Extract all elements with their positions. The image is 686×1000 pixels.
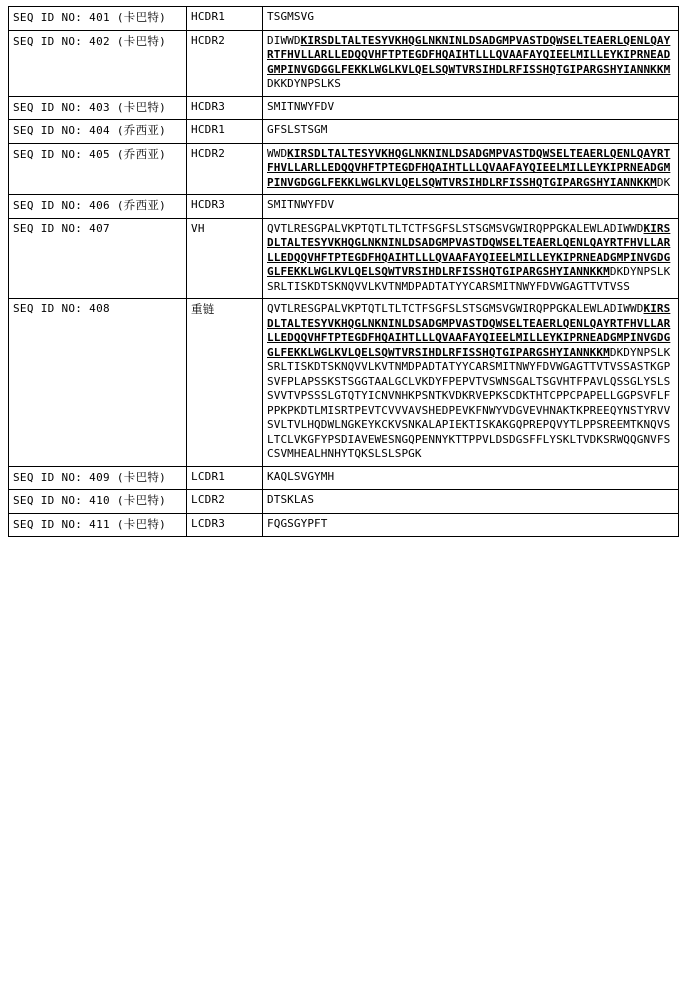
table-row bbox=[9, 143, 679, 195]
sequence-plain-prefix: SMITNWYFDV bbox=[267, 198, 335, 212]
sequence-plain-prefix: WWD bbox=[267, 146, 288, 160]
cjk-text: 卡巴特 bbox=[123, 469, 160, 484]
seq-id-cell: SEQ ID NO: 408 bbox=[9, 299, 187, 467]
table-row bbox=[9, 30, 679, 96]
seq-id-cell: SEQ ID NO: 407 bbox=[9, 218, 187, 299]
table-body bbox=[9, 7, 679, 537]
cjk-text: 卡巴特 bbox=[123, 516, 160, 531]
sequence-plain-prefix: SMITNWYFDV bbox=[267, 99, 335, 113]
sequence-plain-prefix: FQGSGYPFT bbox=[267, 516, 328, 530]
region-cell: HCDR1 bbox=[187, 7, 263, 31]
region-cell: HCDR2 bbox=[187, 143, 263, 195]
table-row bbox=[9, 120, 679, 144]
region-cell: HCDR3 bbox=[187, 195, 263, 219]
seq-id-cell: SEQ ID NO: 409 (卡巴特) bbox=[9, 466, 187, 490]
region-cell: HCDR2 bbox=[187, 30, 263, 96]
sequence-cell bbox=[263, 7, 679, 31]
sequence-plain-suffix: DKDYNPSLKSRLTISKDTSKNQVVLKVTNMDPADTATYYCARSMITNWYFDVWGAGTTVTVSSASTKGPSVFPLAPSSKSTSGGTAALGCLVKDYFPEPVTVSWNSGALTSGVHTFPAVLQSSGLYSLSSVVTVPSSSLGTQTYICNVNHKPSNTKVDKRVEPKSCDKTHTCPPCPAPELLGGPSVFLFPPKPKDTLMISRTPEVTCVVVAVSHEDPEVKFNWYVDGVEVHNAKTKPREEQYNSTYRVVSVLTVLHQDWLNGKEYKCKVSNKALAPIEKTISKAKGQPREPQVYTLPPSREEMTKNQVSLTCLVKGFYPSDIAVEWESNGQPENNYKTTPPVLDSDGSFFLYSKLTVDKSRWQQGNVFSCSVMHEALHNHYTQKSLSLSPGK bbox=[267, 345, 671, 461]
sequence-plain-suffix: DKKDYNPSLKS bbox=[267, 77, 341, 91]
table-row bbox=[9, 96, 679, 120]
cjk-text: 卡巴特 bbox=[123, 99, 160, 114]
seq-id-cell: SEQ ID NO: 405 (乔西亚) bbox=[9, 143, 187, 195]
sequence-highlight: KIRSDLTALTESYVKHQGLNKNINLDSADGMPVASTDQWSELTEAERLQENLQAYRTFHVLLARLLEDQQVHFTPTEGDFHQAIHTLLLQVAAFAYQIEELMILLEYKIPRNEADGMPINVGDGGLFEKKLWGLKVLQELSQWTVRSIHDLRFISSHQTGIPARGSHYIANNKKM bbox=[267, 146, 671, 189]
seq-id-cell: SEQ ID NO: 410 (卡巴特) bbox=[9, 490, 187, 514]
cjk-text: 乔西亚 bbox=[123, 198, 160, 213]
sequence-highlight: KIRSDLTALTESYVKHQGLNKNINLDSADGMPVASTDQWSELTEAERLQENLQAYRTFHVLLARLLEDQQVHFTPTEGDFHQAIHTLLLQVAAFAYQIEELMILLEYKIPRNEADGMPINVGDGGLFEKKLWGLKVLQELSQWTVRSIHDLRFISSHQTGIPARGSHYIANNKKM bbox=[267, 221, 671, 279]
sequence-cell bbox=[263, 299, 679, 467]
seq-id-cell: SEQ ID NO: 411 (卡巴特) bbox=[9, 513, 187, 537]
seq-id-cell: SEQ ID NO: 403 (卡巴特) bbox=[9, 96, 187, 120]
table-row bbox=[9, 490, 679, 514]
region-cell: HCDR3 bbox=[187, 96, 263, 120]
sequence-listing-table bbox=[8, 6, 679, 537]
sequence-plain-suffix: DKDYNPSLKSRLTISKDTSKNQVVLKVTNMDPADTATYYCARSMITNWYFDVWGAGTTVTVSS bbox=[267, 265, 671, 293]
sequence-plain-prefix: QVTLRESGPALVKPTQTLTLTCTFSGFSLSTSGMSVGWIRQPPGKALEWLADIWWD bbox=[267, 302, 644, 316]
seq-id-cell: SEQ ID NO: 401 (卡巴特) bbox=[9, 7, 187, 31]
table-row bbox=[9, 466, 679, 490]
sequence-cell bbox=[263, 120, 679, 144]
table-row bbox=[9, 7, 679, 31]
sequence-cell bbox=[263, 513, 679, 537]
sequence-cell bbox=[263, 30, 679, 96]
sequence-highlight: KIRSDLTALTESYVKHQGLNKNINLDSADGMPVASTDQWSELTEAERLQENLQAYRTFHVLLARLLEDQQVHFTPTEGDFHQAIHTLLLQVAAFAYQIEELMILLEYKIPRNEADGMPINVGDGGLFEKKLWGLKVLQELSQWTVRSIHDLRFISSHQTGIPARGSHYIANNKKM bbox=[267, 302, 671, 359]
sequence-cell bbox=[263, 195, 679, 219]
cjk-text: 重链 bbox=[191, 302, 215, 317]
cjk-text: 卡巴特 bbox=[123, 493, 160, 508]
sequence-cell bbox=[263, 218, 679, 299]
region-cell: LCDR1 bbox=[187, 466, 263, 490]
table-row bbox=[9, 299, 679, 467]
sequence-plain-prefix: DTSKLAS bbox=[267, 493, 315, 507]
cjk-text: 卡巴特 bbox=[123, 10, 160, 24]
sequence-plain-suffix: DK bbox=[656, 175, 671, 189]
table-row bbox=[9, 195, 679, 219]
sequence-highlight: KIRSDLTALTESYVKHQGLNKNINLDSADGMPVASTDQWSELTEAERLQENLQAYRTFHVLLARLLEDQQVHFTPTEGDFHQAIHTLLLQVAAFAYQIEELMILLEYKIPRNEADGMPINVGDGGLFEKKLWGLKVLQELSQWTVRSIHDLRFISSHQTGIPARGSHYIANNKKM bbox=[267, 33, 671, 76]
sequence-plain-prefix: DIWWD bbox=[267, 33, 301, 47]
sequence-cell bbox=[263, 143, 679, 195]
table-row bbox=[9, 218, 679, 299]
seq-id-cell: SEQ ID NO: 404 (乔西亚) bbox=[9, 120, 187, 144]
sequence-cell bbox=[263, 466, 679, 490]
region-cell: HCDR1 bbox=[187, 120, 263, 144]
region-cell: LCDR3 bbox=[187, 513, 263, 537]
cjk-text: 乔西亚 bbox=[123, 146, 160, 161]
sequence-plain-prefix: TSGMSVG bbox=[267, 10, 315, 23]
sequence-cell bbox=[263, 96, 679, 120]
cjk-text: 卡巴特 bbox=[123, 33, 160, 48]
region-cell: VH bbox=[187, 218, 263, 299]
seq-id-cell: SEQ ID NO: 402 (卡巴特) bbox=[9, 30, 187, 96]
sequence-cell bbox=[263, 490, 679, 514]
table-row bbox=[9, 513, 679, 537]
cjk-text: 乔西亚 bbox=[123, 123, 160, 138]
sequence-plain-prefix: KAQLSVGYMH bbox=[267, 469, 335, 483]
sequence-plain-prefix: QVTLRESGPALVKPTQTLTLTCTFSGFSLSTSGMSVGWIRQPPGKALEWLADIWWD bbox=[267, 221, 644, 235]
sequence-plain-prefix: GFSLSTSGM bbox=[267, 123, 328, 137]
region-cell bbox=[187, 299, 263, 467]
seq-id-cell: SEQ ID NO: 406 (乔西亚) bbox=[9, 195, 187, 219]
region-cell: LCDR2 bbox=[187, 490, 263, 514]
